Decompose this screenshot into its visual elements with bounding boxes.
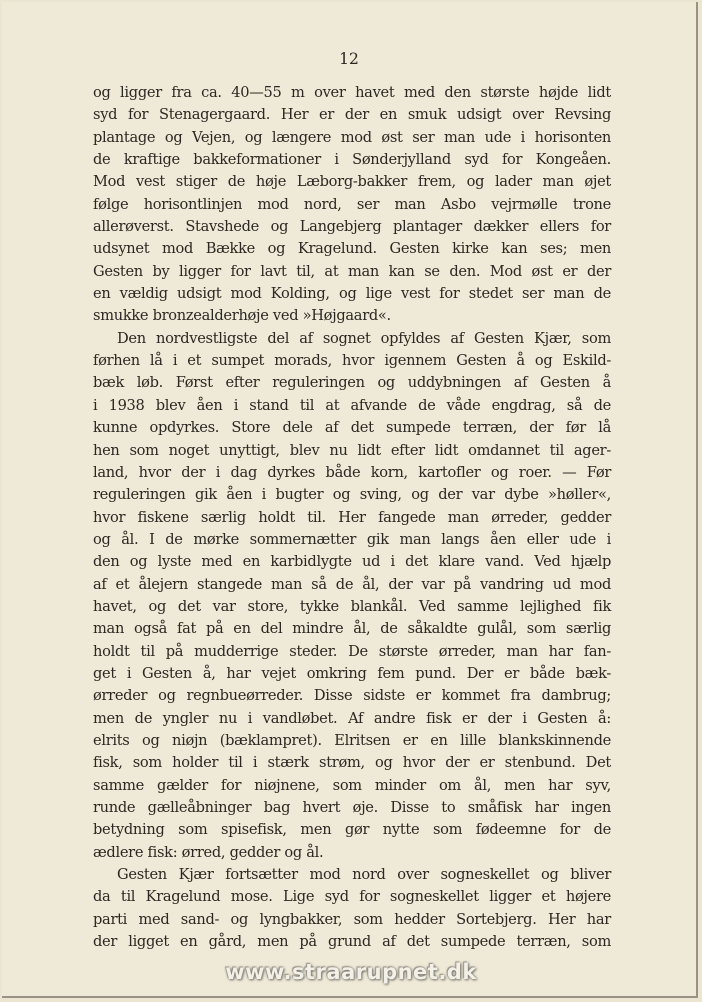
text-line: den og lyste med en karbidlygte ud i det klare vand. Ved hjælp <box>93 553 611 571</box>
text-line: fisk, som holder til i stærk strøm, og hvor der er stenbund. Det <box>93 754 611 772</box>
text-line: udsynet mod Bække og Kragelund. Gesten kirke kan ses; men <box>93 240 611 258</box>
text-line: følge horisontlinjen mod nord, ser man Asbo vejrmølle trone <box>93 195 611 213</box>
text-line: hvor fiskene særlig holdt til. Her fangede man ørreder, gedder <box>93 508 611 526</box>
text-line: ørreder og regnbueørreder. Disse sidste er kommet fra dambrug; <box>93 687 611 705</box>
page-number: 12 <box>339 50 359 68</box>
text-line: land, hvor der i dag dyrkes både korn, kartofler og roer. — Før <box>93 463 611 481</box>
text-line: da til Kragelund mose. Lige syd for sogneskellet ligger et højere <box>93 888 611 906</box>
text-line: de kraftige bakkeformationer i Sønderjylland syd for Kongeåen. <box>93 151 611 169</box>
text-line: bæk løb. Først efter reguleringen og uddybningen af Gesten å <box>93 374 611 392</box>
text-line: Gesten Kjær fortsætter mod nord over sogneskellet og bliver <box>117 866 611 884</box>
text-line: plantage og Vejen, og længere mod øst ser man ude i horisonten <box>93 128 611 146</box>
text-line: en vældig udsigt mod Kolding, og lige vest for stedet ser man de <box>93 285 611 303</box>
text-line: i 1938 blev åen i stand til at afvande de våde engdrag, så de <box>93 396 611 414</box>
text-line: samme gælder for niøjnene, som minder om ål, men har syv, <box>93 776 611 794</box>
text-line: betydning som spisefisk, men gør nytte som fødeemne for de <box>93 821 611 839</box>
text-line: Gesten by ligger for lavt til, at man kan se den. Mod øst er der <box>93 262 611 280</box>
text-line: og ligger fra ca. 40—55 m over havet med den største højde lidt <box>93 84 611 101</box>
paragraph <box>93 328 611 864</box>
text-line: reguleringen gik åen i bugter og sving, og der var dybe »høller«, <box>93 486 611 504</box>
text-line: Den nordvestligste del af sognet opfyldes af Gesten Kjær, som <box>117 329 611 347</box>
text-line: smukke bronzealderhøje ved »Højgaard«. <box>93 307 391 325</box>
text-line: Mod vest stiger de høje Læborg-bakker frem, og lader man øjet <box>93 173 611 191</box>
text-line: allerøverst. Stavshede og Langebjerg plantager dækker ellers for <box>93 218 611 236</box>
text-line: syd for Stenagergaard. Her er der en smuk udsigt over Revsing <box>93 106 611 124</box>
text-line: førhen lå i et sumpet morads, hvor igennem Gesten å og Eskild- <box>93 352 611 370</box>
paragraph <box>93 82 611 328</box>
text-line: get i Gesten å, har vejet omkring fem pund. Der er både bæk- <box>93 664 611 682</box>
text-line: af et ålejern stangede man så de ål, der var på vandring ud mod <box>93 575 611 593</box>
watermark: www.straarupnet.dk <box>225 960 477 984</box>
text-line: ædlere fisk: ørred, gedder og ål. <box>93 843 324 861</box>
text-line: havet, og det var store, tykke blankål. Ved samme lejlighed fik <box>93 597 611 615</box>
text-line: der ligget en gård, men på grund af det sumpede terræn, som <box>93 933 611 951</box>
body-text <box>93 82 611 953</box>
text-line: hen som noget unyttigt, blev nu lidt efter lidt omdannet til ager- <box>93 441 611 459</box>
text-line: elrits og niøjn (bæklampret). Elritsen er en lille blankskinnende <box>93 731 611 749</box>
text-line: men de yngler nu i vandløbet. Af andre fisk er der i Gesten å: <box>93 709 611 727</box>
text-line: man også fat på en del mindre ål, de såkaldte gulål, som særlig <box>93 620 611 638</box>
text-line: og ål. I de mørke sommernætter gik man langs åen eller ude i <box>93 530 611 548</box>
text-line: kunne opdyrkes. Store dele af det sumpede terræn, der før lå <box>93 419 611 437</box>
paragraph <box>93 864 611 953</box>
text-line: runde gælleåbninger bag hvert øje. Disse to småfisk har ingen <box>93 799 611 816</box>
text-line: parti med sand- og lyngbakker, som hedder Sortebjerg. Her har <box>93 910 611 928</box>
book-page <box>2 2 698 998</box>
text-line: holdt til på mudderrige steder. De største ørreder, man har fan- <box>93 642 611 660</box>
